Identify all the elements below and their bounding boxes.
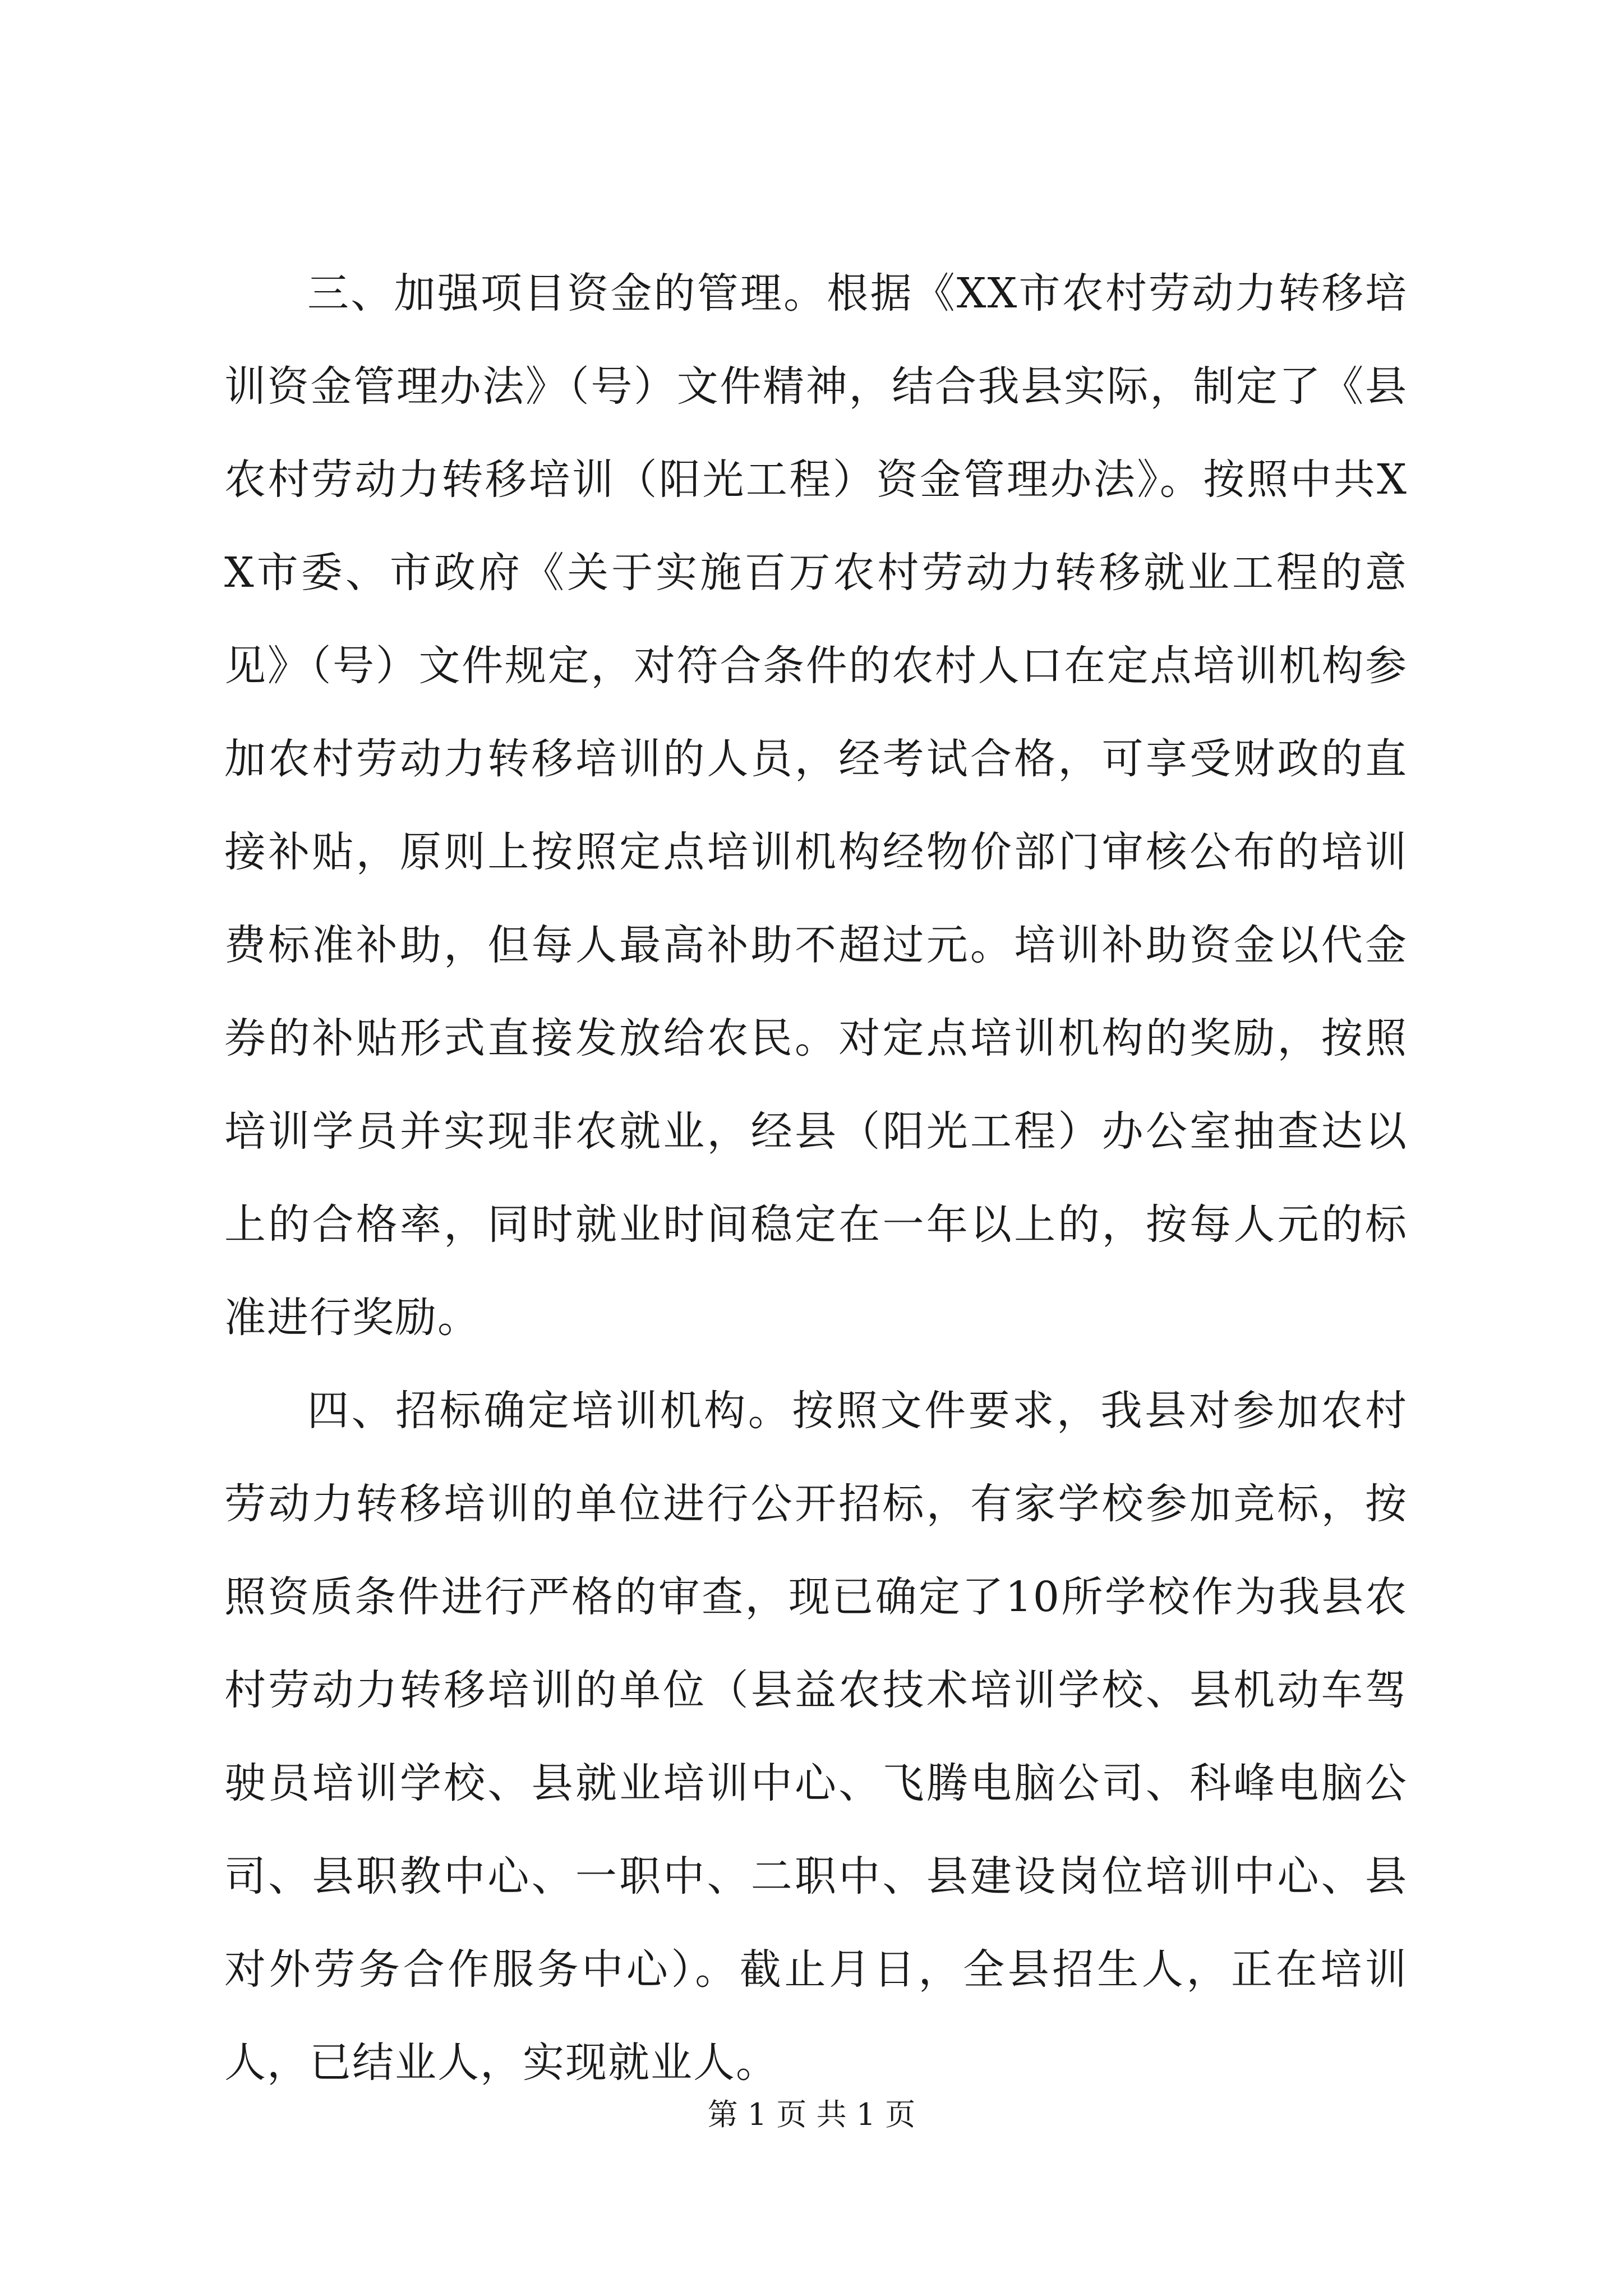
- page-number-footer: 第 1 页 共 1 页: [707, 2097, 916, 2132]
- paragraph-funding-management: 三、加强项目资金的管理。根据《XX市农村劳动力转移培训资金管理办法》（号）文件精神，结合我县实际，制定了《县农村劳动力转移培训（阳光工程）资金管理办法》。按照中共XX市委、市政府《关于实施百万农村劳动力转移就业工程的意见》（号）文件规定，对符合条件的农村人口在定点培训机构参加农村劳动力转移培训的人员，经考试合格，可享受财政的直接补贴，原则上按照定点培训机构经物价部门审核公布的培训费标准补助，但每人最高补助不超过元。培训补助资金以代金券的补贴形式直接发放给农民。对定点培训机构的奖励，按照培训学员并实现非农就业，经县（阳光工程）办公室抽查达以上的合格率，同时就业时间稳定在一年以上的，按每人元的标准进行奖励。: [224, 269, 1408, 1342]
- paragraph-training-institutions: 四、招标确定培训机构。按照文件要求，我县对参加农村劳动力转移培训的单位进行公开招标，有家学校参加竞标，按照资质条件进行严格的审查，现已确定了10所学校作为我县农村劳动力转移培训的单位（县益农技术培训学校、县机动车驾驶员培训学校、县就业培训中心、飞腾电脑公司、科峰电脑公司、县职教中心、一职中、二职中、县建设岗位培训中心、县对外劳务合作服务中心）。截止月日，全县招生人，正在培训人，已结业人，实现就业人。: [224, 1387, 1408, 2087]
- document-body: [224, 247, 1408, 2109]
